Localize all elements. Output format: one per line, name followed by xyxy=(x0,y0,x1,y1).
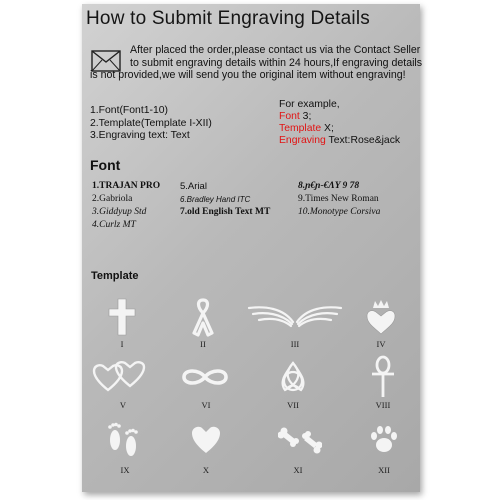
example-engraving-value: Text:Rose&jack xyxy=(325,135,401,146)
font-column-1 xyxy=(92,180,160,232)
template-label: XII xyxy=(378,465,390,475)
template-label: I xyxy=(120,339,124,349)
template-label: IV xyxy=(376,339,386,349)
trinity-knot-icon xyxy=(275,360,311,396)
example-template-value: X; xyxy=(321,123,334,134)
ankh-icon xyxy=(368,355,398,399)
heart-icon xyxy=(190,425,222,455)
template-label: VI xyxy=(201,400,211,410)
font-option: 7.old English Text MT xyxy=(180,207,271,217)
page-title: How to Submit Engraving Details xyxy=(86,8,370,29)
font-option: 10.Monotype Corsiva xyxy=(298,207,381,217)
claddagh-icon xyxy=(361,298,401,338)
notice-line: to submit engraving details within 24 hours,If engraving details xyxy=(130,56,423,69)
footprints-icon xyxy=(104,418,144,460)
template-label: IX xyxy=(120,465,130,475)
instruction-item: 2.Template(Template I-XII) xyxy=(90,117,212,129)
font-option: 1.TRAJAN PRO xyxy=(92,181,161,191)
template-label: II xyxy=(200,339,206,349)
example-engraving-label: Engraving xyxy=(279,135,326,146)
example-block xyxy=(279,99,400,147)
awareness-ribbon-icon xyxy=(188,297,218,337)
template-section-heading: Template xyxy=(91,270,139,282)
font-section-heading: Font xyxy=(90,157,121,173)
instruction-item: 3.Engraving text: Text xyxy=(90,130,190,141)
font-option: 9.Times New Roman xyxy=(298,194,379,204)
cross-icon xyxy=(107,297,137,337)
example-heading: For example, xyxy=(279,99,340,110)
font-option: 6.Bradley Hand ITC xyxy=(180,195,251,204)
dog-bone-icon xyxy=(278,422,322,458)
example-font-value: 3; xyxy=(299,111,312,122)
template-label: III xyxy=(290,339,300,349)
instruction-item: 1.Font(Font1-10) xyxy=(90,105,168,116)
template-label: V xyxy=(119,400,127,410)
contact-notice xyxy=(90,44,423,82)
instruction-list xyxy=(90,105,212,143)
font-option: 3.Giddyup Std xyxy=(92,207,147,217)
example-engraving-line xyxy=(279,135,400,147)
font-column-2 xyxy=(180,180,270,219)
paw-print-icon xyxy=(368,423,400,455)
template-label: VII xyxy=(287,400,299,410)
angel-wings-icon xyxy=(245,302,345,330)
example-font-label: Font xyxy=(279,111,300,122)
font-option: 4.Curlz MT xyxy=(92,220,136,230)
notice-line: After placed the order,please contact us via the Contact Seller xyxy=(130,44,421,56)
example-font-line xyxy=(279,111,400,123)
example-template-label: Template xyxy=(279,123,322,134)
template-label: X xyxy=(202,465,210,475)
notice-line: is not provided,we will send you the original item without engraving! xyxy=(90,69,406,81)
font-option: 2.Gabriola xyxy=(92,194,133,204)
template-label: XI xyxy=(293,465,303,475)
infinity-icon xyxy=(180,365,230,389)
example-template-line xyxy=(279,123,400,135)
template-label: VIII xyxy=(375,400,391,410)
font-option: 8.ɲ€ɲ-€ΛY 9 78 xyxy=(298,181,360,191)
double-hearts-icon xyxy=(92,360,148,394)
font-option: 5.Arial xyxy=(180,181,207,192)
font-column-3 xyxy=(298,180,380,219)
